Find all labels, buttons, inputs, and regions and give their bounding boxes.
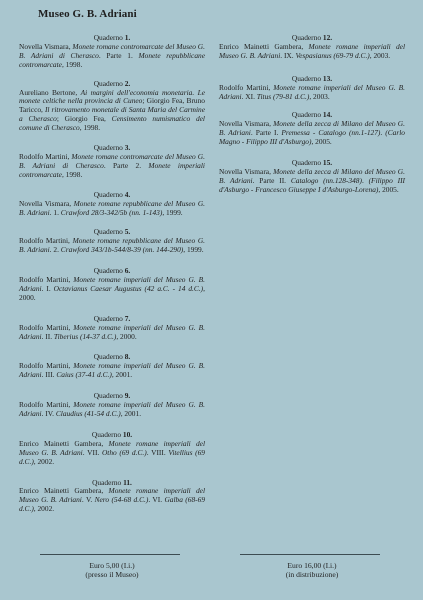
description-roman: . VI.: [148, 495, 165, 505]
description-roman: Rodolfo Martini,: [19, 400, 74, 410]
description-italic: Premessa - Catalogo (nn.1-127): [281, 128, 381, 138]
description-roman: Novella Vismara,: [219, 166, 274, 176]
divider-right: [240, 554, 380, 555]
page-title: Museo G. B. Adriani: [38, 8, 137, 20]
description-roman: , 2003.: [369, 50, 391, 60]
price-left: [19, 561, 205, 579]
quaderno-number: 5.: [124, 227, 131, 237]
description-italic: Monete romane imperiali del Museo G. B. Adriani: [19, 486, 206, 505]
quaderno-number: 7.: [124, 313, 131, 323]
quaderno-number: 4.: [124, 189, 131, 199]
description-roman: , 2000.: [19, 283, 205, 302]
description-roman: , 1998.: [61, 169, 83, 179]
description-roman: , 2005.: [378, 184, 399, 194]
description-roman: Rodolfo Martini,: [19, 151, 72, 161]
description-roman: .: [361, 175, 369, 185]
quaderno-description: [19, 487, 205, 514]
quaderno-label: Quaderno: [291, 73, 323, 83]
description-italic: Caius (37-41 d.C.): [56, 370, 112, 380]
description-roman: , 2001.: [120, 409, 142, 418]
quaderno-label: Quaderno: [91, 429, 123, 439]
description-italic: Monete romane repubblicane del Museo G. B. Adriani: [19, 236, 206, 255]
description-roman: . IX.: [280, 50, 296, 60]
description-italic: Monete romane imperiali del Museo G. B. Adriani: [219, 41, 406, 60]
description-roman: Aureliano Bertone,: [19, 87, 81, 97]
quaderno-description: [219, 43, 405, 61]
quaderno-number: 12.: [322, 33, 333, 42]
description-italic: Claudius (41-54 d.C.): [55, 409, 121, 418]
quaderno-number: 9.: [124, 391, 131, 401]
description-italic: Monete romane contromarcate del Museo G. B. Adriani di Cherasco: [19, 151, 205, 170]
description-italic: Monete romane imperiali del Museo G. B. Adriani: [19, 361, 205, 380]
quaderno-entry: [19, 431, 205, 467]
description-roman: . Parte 2.: [103, 160, 149, 170]
description-italic: Monete romane imperiali del Museo G. B. Adriani: [19, 438, 206, 457]
quaderno-label: Quaderno: [93, 313, 125, 323]
quaderno-entry: [219, 159, 405, 195]
quaderno-label: Quaderno: [93, 33, 125, 42]
description-roman: . IV.: [41, 409, 56, 418]
description-roman: , 2005.: [311, 137, 332, 147]
quaderno-description: [19, 401, 205, 419]
quaderno-description: [19, 362, 205, 380]
quaderno-description: [219, 84, 405, 102]
description-roman: Novella Vismara,: [19, 41, 73, 51]
description-italic: Censimento numismatico del comune di Cherasco: [19, 114, 205, 133]
divider-left: [40, 554, 180, 555]
quaderno-description: [219, 168, 405, 195]
description-roman: , 2000.: [116, 331, 137, 341]
description-italic: Titus (79-81 d.C.): [256, 91, 310, 101]
quaderno-description: [19, 153, 205, 180]
description-roman: . 2.: [49, 245, 61, 255]
quaderno-entry: [19, 267, 205, 303]
description-roman: . II.: [41, 331, 54, 341]
description-roman: , 2002.: [33, 456, 55, 466]
description-roman: . Parte I.: [250, 128, 282, 138]
quaderno-number: 3.: [124, 143, 131, 153]
description-roman: . VIII.: [146, 447, 169, 457]
price-right: [219, 561, 405, 579]
quaderno-label: Quaderno: [291, 33, 323, 42]
description-italic: Monete romane contromarcate del Museo G. B. Adriani di Cherasco: [19, 41, 205, 60]
description-roman: Enrico Mainetti Gambera,: [19, 438, 109, 448]
quaderno-entry: [219, 111, 405, 147]
description-roman: Rodolfo Martini,: [19, 361, 74, 371]
description-roman: Novella Vismara,: [219, 119, 274, 129]
description-roman: , 1998.: [61, 59, 83, 69]
quaderno-description: [19, 200, 205, 218]
description-italic: Vespasianus (69-79 d.C.): [295, 50, 370, 60]
description-roman: Rodolfo Martini,: [19, 322, 74, 332]
description-italic: Crawford 28/3-342/5b (nn. 1-143): [60, 207, 163, 217]
quaderno-label: Quaderno: [93, 189, 125, 199]
description-roman: . I.: [41, 283, 54, 293]
quaderno-description: [19, 276, 205, 303]
description-italic: Vitellius (69 d.C.): [19, 447, 205, 466]
description-roman: Rodolfo Martini,: [19, 275, 74, 285]
quaderno-entry: [19, 315, 205, 342]
quaderno-label: Quaderno: [93, 78, 125, 88]
description-roman: .: [380, 128, 386, 138]
description-roman: . XI.: [241, 91, 257, 101]
description-roman: , 2001.: [111, 370, 133, 380]
quaderno-label: Quaderno: [93, 143, 125, 153]
description-roman: . Parte II.: [252, 175, 291, 185]
price-right-note: (in distribuzione): [285, 570, 339, 579]
quaderno-label: Quaderno: [291, 158, 323, 168]
description-roman: . VII.: [82, 447, 102, 457]
description-italic: Monete romane imperiali del Museo G. B. Adriani: [19, 322, 205, 341]
quaderno-entry: [219, 75, 405, 102]
quaderno-number: 8.: [124, 352, 131, 362]
quaderno-number: 13.: [322, 73, 333, 83]
description-roman: . Parte 1.: [98, 50, 139, 60]
description-italic: Catalogo (nn.128-348): [290, 175, 362, 185]
quaderno-entry: [19, 228, 205, 255]
description-italic: Octavianus Caesar Augustus (42 a.C. - 14 d.C.): [53, 283, 204, 293]
description-roman: . V.: [81, 495, 95, 505]
description-italic: Monete romane repubblicane del Museo G. B. Adriani: [19, 198, 206, 217]
description-italic: Monete romane imperiali del Museo G. B. Adriani: [19, 275, 205, 293]
quaderno-entry: [19, 479, 205, 515]
quaderno-number: 6.: [124, 266, 131, 276]
quaderno-entry: [19, 144, 205, 180]
description-italic: Monete repubblicane contromarcate: [19, 50, 206, 69]
quaderno-description: [19, 89, 205, 134]
description-italic: Ai margini dell'economia monetaria. Le monete celtiche nella provincia di Cuneo: [19, 87, 205, 106]
quaderno-number: 15.: [322, 158, 333, 168]
quaderno-entry: [19, 392, 205, 419]
description-italic: Nero (54-68 d.C.): [94, 495, 149, 505]
description-italic: Monete romane imperiali del Museo G. B. Adriani: [19, 400, 205, 418]
description-roman: Novella Vismara,: [19, 198, 74, 208]
description-roman: ; Giorgio Fea,: [56, 114, 112, 124]
description-roman: . 1.: [49, 207, 61, 217]
quaderno-number: 14.: [322, 110, 333, 120]
quaderno-entry: [219, 34, 405, 61]
quaderno-number: 11.: [123, 477, 132, 487]
quaderno-description: [19, 237, 205, 255]
description-italic: Galba (68-69 d.C.): [19, 495, 206, 514]
description-roman: , 1999.: [183, 245, 204, 255]
price-right-amount: Euro 16,00 (I.i.): [287, 561, 337, 570]
description-italic: (Filippo III d'Asburgo - Francesco Giuseppe I d'Asburgo-Lorena): [219, 175, 405, 194]
description-italic: Otho (69 d.C.): [101, 447, 147, 457]
quaderno-label: Quaderno: [93, 227, 125, 237]
right-column: [219, 34, 405, 195]
description-italic: (Carlo Magno - Filippo III d'Asburgo): [219, 128, 405, 147]
description-roman: . III.: [41, 370, 57, 380]
description-italic: Monete imperiali contromarcate: [19, 160, 205, 179]
description-roman: Rodolfo Martini,: [219, 82, 274, 92]
quaderno-label: Quaderno: [291, 110, 323, 120]
quaderno-number: 1.: [124, 33, 131, 42]
description-roman: Rodolfo Martini,: [19, 236, 73, 246]
quaderno-number: 10.: [122, 429, 133, 439]
price-left-note: (presso il Museo): [85, 570, 139, 579]
quaderno-entry: [19, 353, 205, 380]
quaderno-label: Quaderno: [93, 391, 125, 401]
description-italic: Tiberius (14-37 d.C.): [53, 331, 117, 341]
description-roman: , 1999.: [162, 207, 183, 217]
description-roman: , 2002.: [33, 504, 55, 514]
quaderno-entry: [19, 191, 205, 218]
quaderno-label: Quaderno: [92, 477, 124, 487]
description-roman: Enrico Mainetti Gambera,: [19, 486, 109, 496]
description-roman: Enrico Mainetti Gambera,: [219, 41, 309, 51]
quaderno-label: Quaderno: [93, 266, 125, 276]
description-italic: Il ritrovamento monetale di Santa Maria del Carmine a Cherasco: [19, 105, 206, 124]
left-column: [19, 34, 205, 514]
description-roman: ; Giorgio Fea, Bruno Taricco,: [19, 96, 205, 115]
description-roman: , 2003.: [309, 91, 330, 101]
quaderno-description: [19, 440, 205, 467]
quaderno-description: [19, 43, 205, 70]
description-italic: Monete romane imperiali del Museo G. B. Adriani: [219, 82, 405, 101]
description-italic: Monete della zecca di Milano del Museo G. B. Adriani: [219, 119, 405, 138]
quaderno-description: [19, 324, 205, 342]
description-italic: Monete della zecca di Milano del Museo G. B. Adriani: [219, 166, 405, 185]
quaderno-entry: [19, 80, 205, 133]
description-italic: Crawford 343/1b-544/8-39 (nn. 144-290): [60, 245, 184, 255]
quaderno-label: Quaderno: [93, 352, 125, 362]
description-roman: , 1998.: [79, 123, 101, 133]
quaderno-description: [219, 120, 405, 147]
quaderno-entry: [19, 34, 205, 70]
price-left-amount: Euro 5,00 (I.i.): [89, 561, 135, 570]
quaderno-number: 2.: [124, 78, 131, 88]
